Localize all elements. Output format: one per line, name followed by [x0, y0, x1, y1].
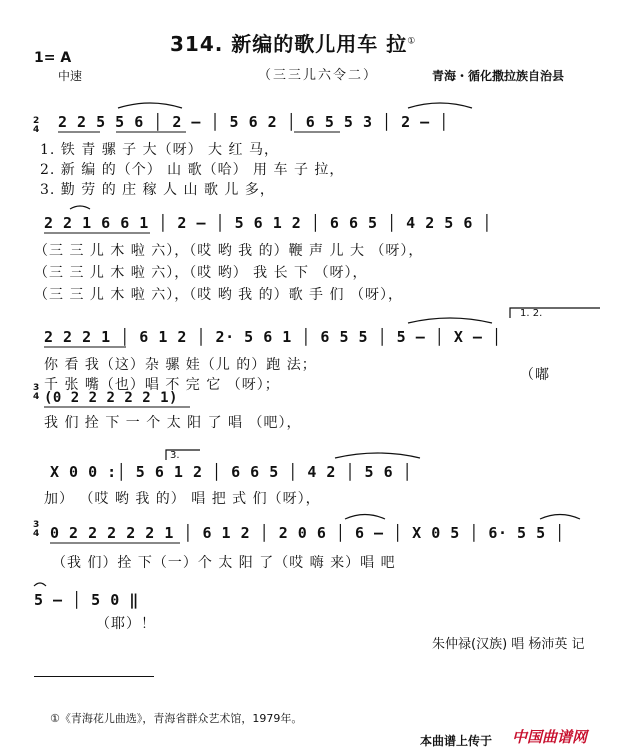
volta-1-2: 1. 2. — [520, 308, 543, 319]
key-signature: 1= A — [34, 50, 72, 66]
time-signature-denominator: 4 — [33, 529, 40, 539]
time-signature-numerator: 3 — [33, 520, 40, 530]
site-logo: 中国曲谱网 — [512, 728, 588, 746]
slur-line-5-b — [540, 515, 580, 520]
notation-line-2: 2 2 1 6 6 1 │ 2 – │ 5 6 1 2 │ 6 6 5 │ 4 2 5 6 │ — [44, 214, 492, 232]
slur-line-1-b — [408, 103, 472, 108]
lyric-line-1-verse-3: 3. 勤 劳 的 庄 稼 人 山 歌 儿 多， — [40, 182, 275, 198]
notation-line-1: 2 2 5 5 6 │ 2 – │ 5 6 2 │ 6 5 5 3 │ 2 – │ — [58, 113, 449, 131]
slur-line-6-a — [34, 583, 46, 586]
time-signature-denominator: 4 — [33, 125, 40, 135]
slur-line-5-a — [345, 515, 385, 520]
notation-line-5: 0 2 2 2 2 2 1 │ 6 1 2 │ 2 0 6 │ 6 – │ X 0 5 │ 6· 5 5 │ — [50, 524, 565, 542]
notation-line-6: 5 – │ 5 0 ‖ — [34, 591, 139, 609]
volta-3: 3. — [170, 450, 180, 461]
slur-line-3-a — [408, 318, 492, 323]
lyric-line-2-verse-2: （三 三 儿 木 啦 六），（哎 哟） 我 长 下 （呀）， — [34, 265, 368, 281]
notation-line-3-sub: (0 2 2 2 2 2 1) — [44, 390, 178, 406]
upload-text: 本曲谱上传于 — [420, 734, 493, 748]
credit-line: 朱仲禄(汉族) 唱 杨沛英 记 — [432, 637, 585, 652]
lyric-line-3-sub: 我 们 拴 下 一 个 太 阳 了 唱 （吧）， — [44, 415, 302, 431]
song-subtitle: （三三儿六令二） — [258, 68, 379, 83]
lyric-line-3-verse-2: 千 张 嘴（也）唱 不 完 它 （呀）； — [44, 377, 280, 393]
volta-bracket-1-2 — [510, 308, 600, 318]
time-signature-numerator: 3 — [33, 383, 40, 393]
lyric-line-3-verse-1: 你 看 我（这）杂 骡 娃（儿 的）跑 法； — [44, 357, 317, 373]
slur-line-1-a — [118, 103, 182, 108]
lyric-line-6: （耶）！ — [96, 616, 156, 632]
lyric-line-1-verse-1: 1. 铁 青 骡 子 大（呀） 大 红 马， — [40, 142, 279, 158]
notation-line-3: 2 2 2 1 │ 6 1 2 │ 2· 5 6 1 │ 6 5 5 │ 5 – │ X – │ — [44, 328, 502, 346]
lyric-line-4: 加） （哎 哟 我 的） 唱 把 式 们（呀）， — [44, 491, 321, 507]
notation-line-4: X 0 0 :│ 5 6 1 2 │ 6 6 5 │ 4 2 │ 5 6 │ — [50, 463, 413, 481]
interjection-du: （嘟 — [520, 367, 550, 383]
song-origin: 青海・循化撒拉族自治县 — [432, 69, 565, 83]
footnote-text: ①《青海花儿曲选》，青海省群众艺术馆，1979年。 — [50, 712, 303, 725]
tempo-marking: 中速 — [58, 69, 83, 83]
lyric-line-1-verse-2: 2. 新 编 的（个） 山 歌（哈） 用 车 子 拉， — [40, 162, 345, 178]
footnote-mark: ① — [407, 36, 417, 47]
lyric-line-2-verse-1: （三 三 儿 木 啦 六），（哎 哟 我 的）鞭 声 儿 大 （呀）， — [34, 243, 424, 259]
slur-line-4-a — [335, 453, 420, 458]
time-signature-denominator: 4 — [33, 392, 40, 402]
lyric-line-5: （我 们）拴 下（一）个 太 阳 了（哎 嗨 来）唱 吧 — [52, 555, 396, 571]
slur-line-2-a — [70, 206, 90, 209]
time-signature-numerator: 2 — [33, 116, 40, 126]
volta-bracket-3 — [166, 450, 200, 460]
lyric-line-2-verse-3: （三 三 儿 木 啦 六），（哎 哟 我 的）歌 手 们 （呀）， — [34, 287, 403, 303]
song-title-text: 314. 新编的歌儿用车 拉 — [170, 32, 408, 56]
